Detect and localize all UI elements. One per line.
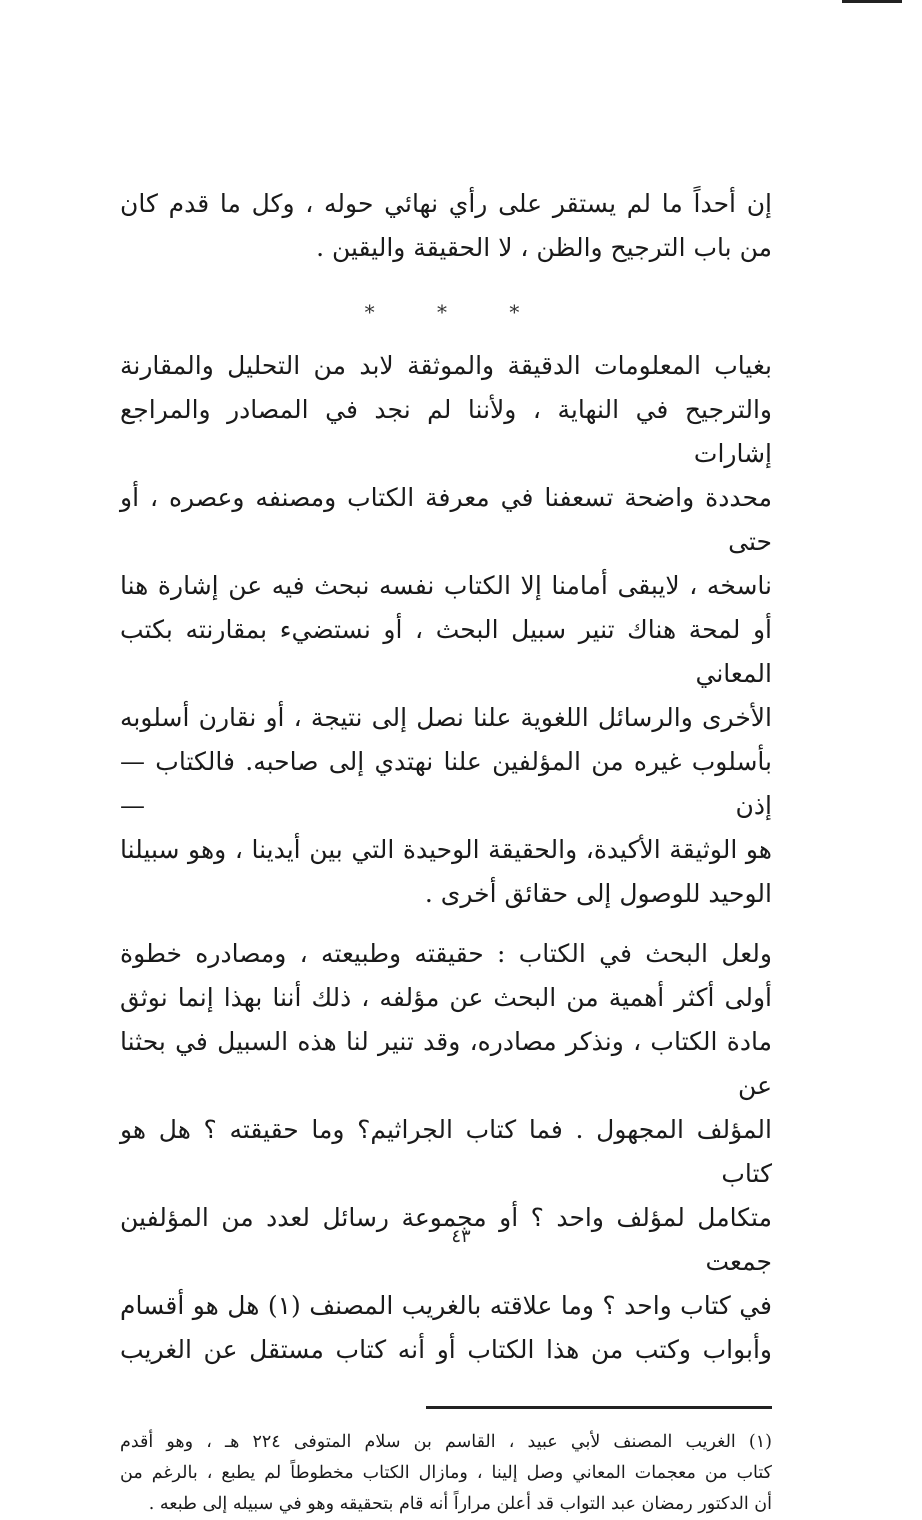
footnote-line: كتاب من معجمات المعاني وصل إلينا ، ومازال الكتاب مخطوطاً لم يطبع ، بالرغم من [120, 1463, 772, 1483]
paragraph-1 [120, 182, 772, 270]
paragraph-3-line: ولعل البحث في الكتاب : حقيقته وطبيعته ، ومصادره خطوة [120, 939, 772, 968]
paragraph-1-line: إن أحداً ما لم يستقر على رأي نهائي حوله ، وكل ما قدم كان [120, 189, 772, 218]
paragraph-2 [120, 344, 772, 916]
paragraph-3-line: مادة الكتاب ، ونذكر مصادره، وقد تنير لنا هذه السبيل في بحثنا عن [120, 1027, 772, 1100]
book-page [120, 160, 772, 1520]
paragraph-1-line: من باب الترجيح والظن ، لا الحقيقة واليقين . [316, 233, 772, 262]
top-edge-rule [842, 0, 902, 3]
paragraph-2-line: ناسخه ، لايبقى أمامنا إلا الكتاب نفسه نبحث فيه عن إشارة هنا [120, 571, 772, 600]
footnote-line: (١) الغريب المصنف لأبي عبيد ، القاسم بن سلام المتوفى ٢٢٤ هـ ، وهو أقدم [120, 1432, 772, 1452]
paragraph-2-line: أو لمحة هناك تنير سبيل البحث ، أو نستضيء بمقارنته بكتب المعاني [120, 615, 772, 688]
paragraph-3-line: في كتاب واحد ؟ وما علاقته بالغريب المصنف (١) هل هو أقسام [120, 1291, 772, 1320]
paragraph-3-line: متكامل لمؤلف واحد ؟ أو مجموعة رسائل لعدد من المؤلفين جمعت [120, 1203, 772, 1276]
paragraph-2-line: والترجيح في النهاية ، ولأننا لم نجد في المصادر والمراجع إشارات [120, 395, 772, 468]
paragraph-2-line: هو الوثيقة الأكيدة، والحقيقة الوحيدة التي بين أيدينا ، وهو سبيلنا [120, 835, 772, 864]
paragraph-2-line: الأخرى والرسائل اللغوية علنا نصل إلى نتيجة ، أو نقارن أسلوبه [120, 703, 772, 732]
paragraph-3-line: وأبواب وكتب من هذا الكتاب أو أنه كتاب مستقل عن الغريب [120, 1335, 772, 1364]
paragraph-3 [120, 932, 772, 1372]
paragraph-3-line: أولى أكثر أهمية من البحث عن مؤلفه ، ذلك أننا بهذا إنما نوثق [120, 983, 772, 1012]
paragraph-2-line: بغياب المعلومات الدقيقة والموثقة لابد من التحليل والمقارنة [120, 351, 772, 380]
paragraph-2-line: محددة واضحة تسعفنا في معرفة الكتاب ومصنفه وعصره ، أو حتى [120, 483, 772, 556]
footnote-line: أن الدكتور رمضان عبد التواب قد أعلن مراراً أنه قام بتحقيقه وهو في سبيله إلى طبعه . [148, 1494, 772, 1514]
paragraph-3-line: المؤلف المجهول . فما كتاب الجراثيم؟ وما حقيقته ؟ هل هو كتاب [120, 1115, 772, 1188]
paragraph-2-line: بأسلوب غيره من المؤلفين علنا نهتدي إلى صاحبه. فالكتاب — إذن — [120, 747, 772, 820]
footnote [120, 1427, 772, 1520]
page-number: ٤٣ [451, 1226, 471, 1247]
section-separator: * * * [364, 300, 548, 324]
footnote-divider [426, 1406, 772, 1409]
paragraph-2-line: الوحيد للوصول إلى حقائق أخرى . [424, 879, 772, 908]
